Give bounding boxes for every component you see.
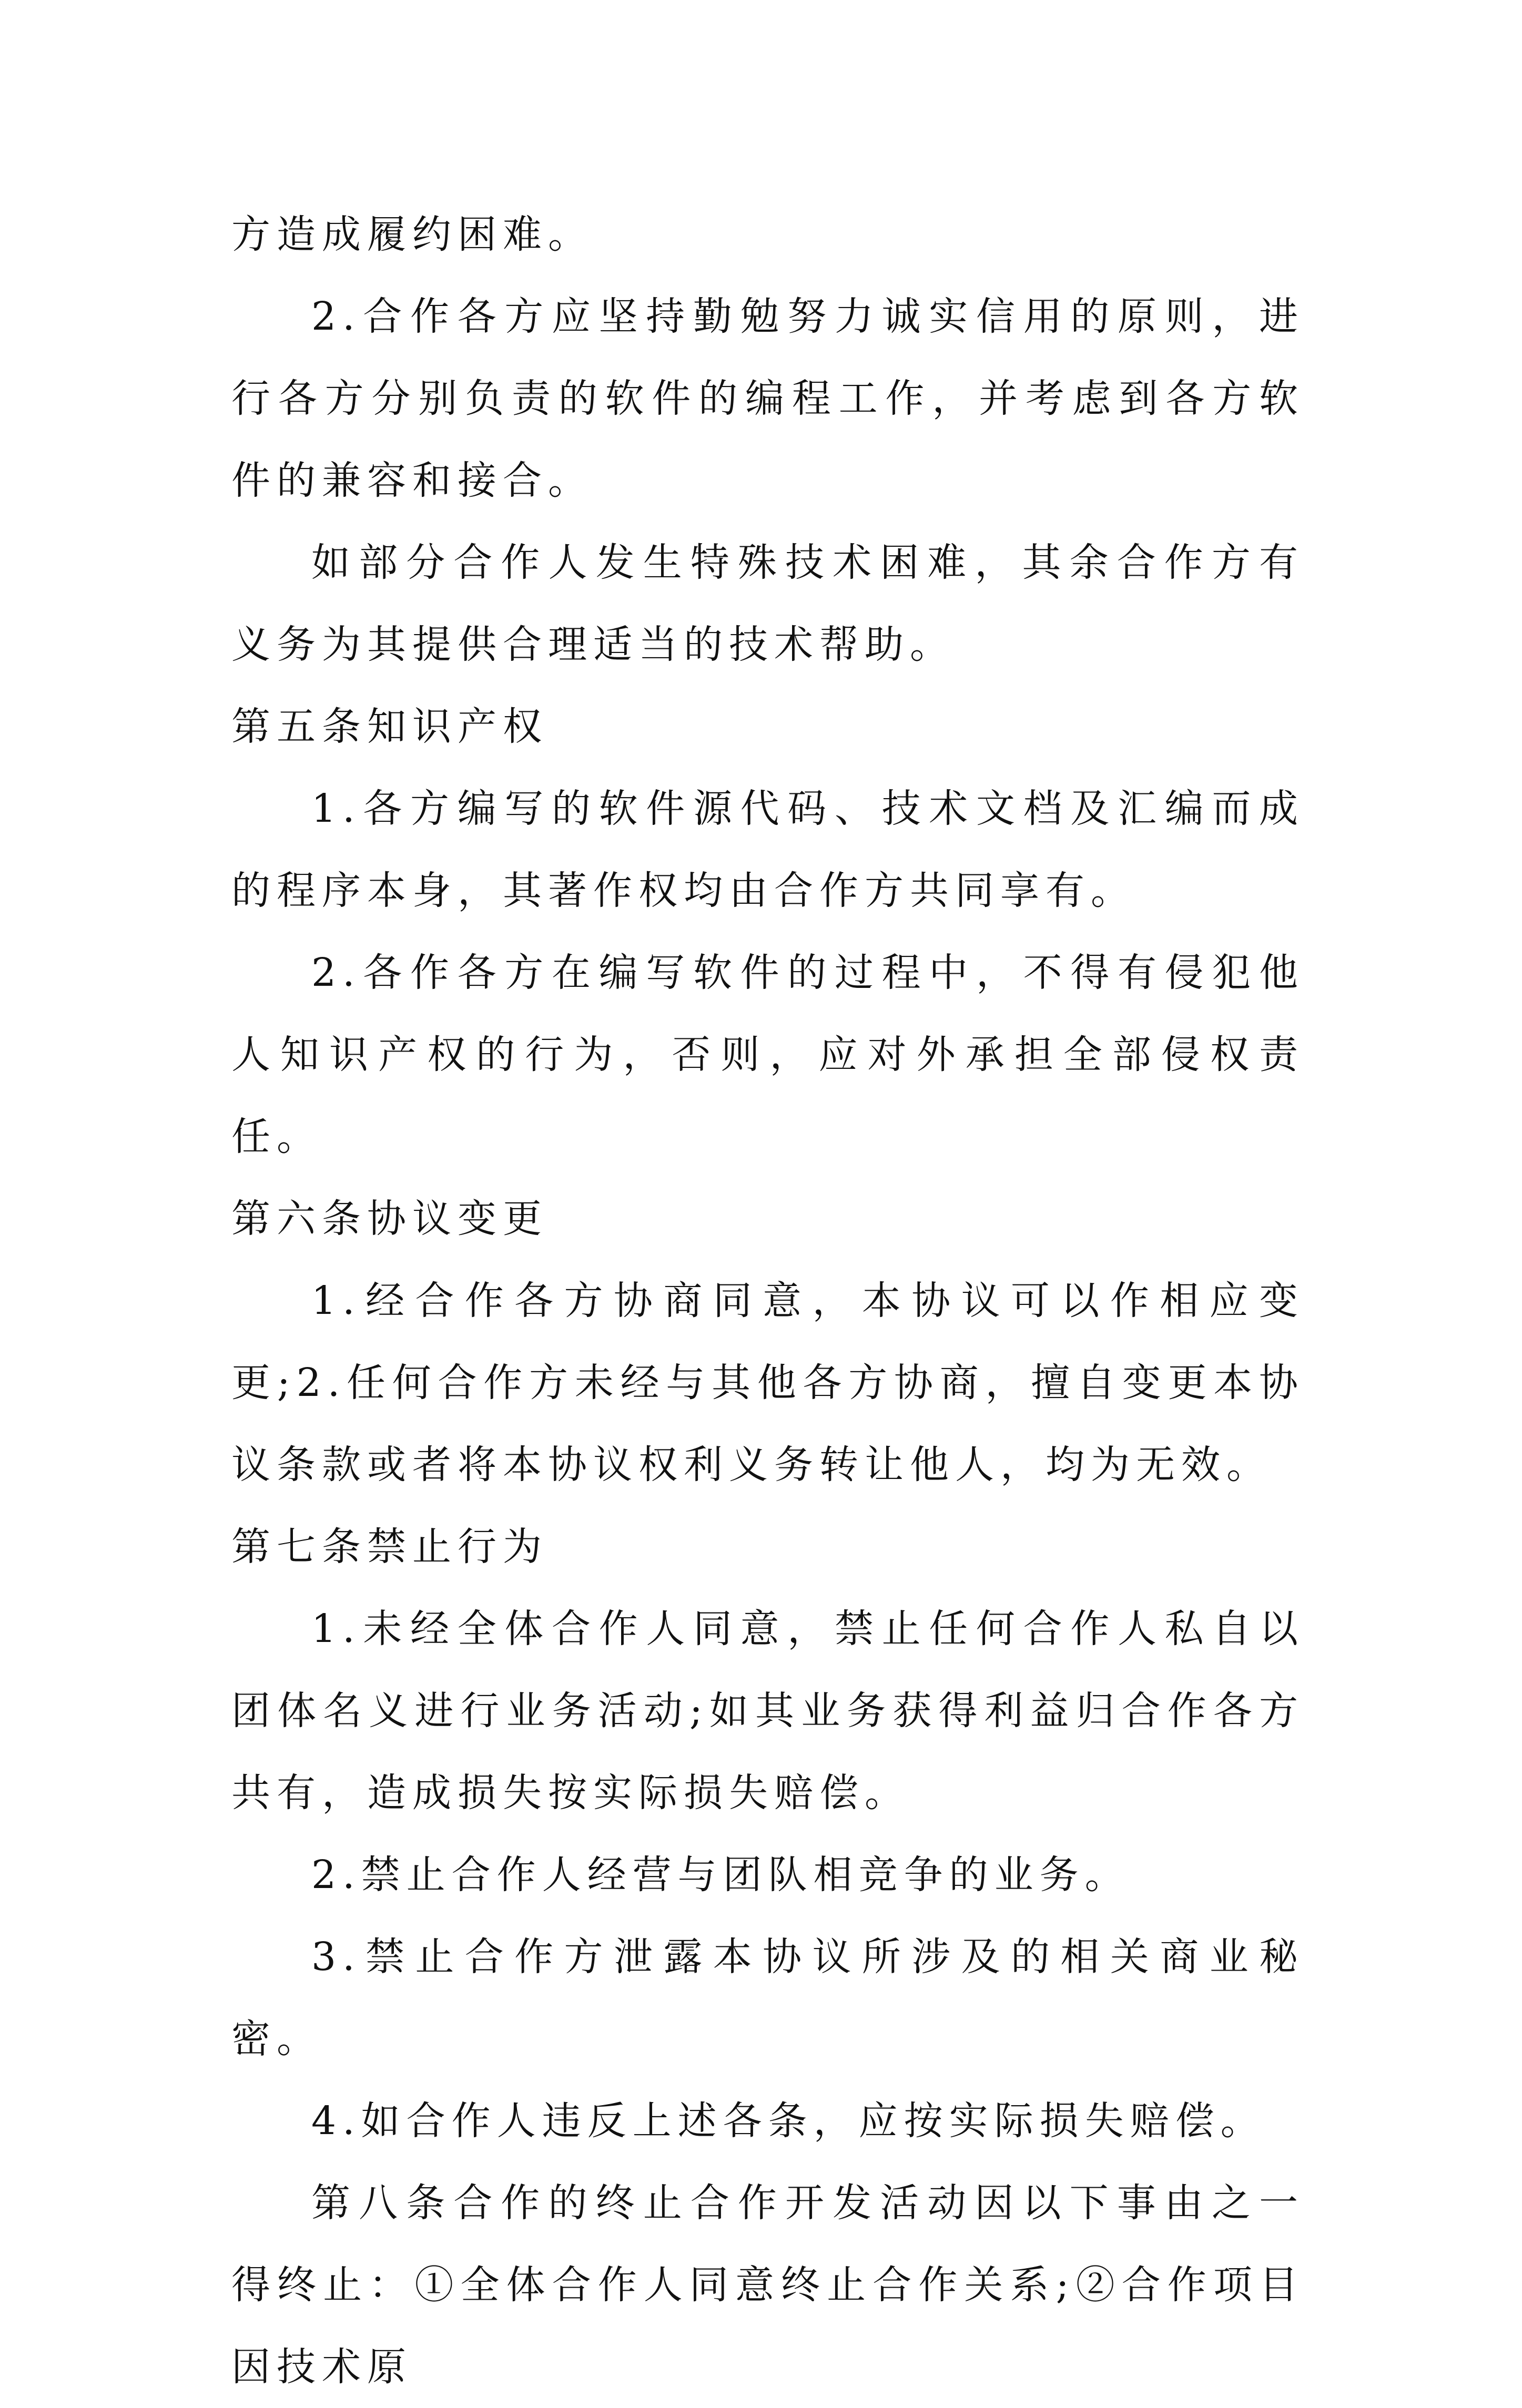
document-body — [231, 193, 1304, 2408]
paragraph-article-6-items: 1.经合作各方协商同意，本协议可以作相应变更;2.任何合作方未经与其他各方协商，擅自变更本协议条款或者将本协议权利义务转让他人，均为无效。 — [231, 1278, 1304, 1487]
paragraph-article-5-item-1: 1.各方编写的软件源代码、技术文档及汇编而成的程序本身，其著作权均由合作方共同享有。 — [231, 786, 1304, 913]
paragraph-article-5-item-2: 2.各作各方在编写软件的过程中，不得有侵犯他人知识产权的行为，否则，应对外承担全部侵权责任。 — [231, 950, 1304, 1159]
paragraph-article-7-item-4: 4.如合作人违反上述各条，应按实际损失赔偿。 — [311, 2098, 1266, 2144]
paragraph-technical-assistance: 如部分合作人发生特殊技术困难，其余合作方有义务为其提供合理适当的技术帮助。 — [231, 540, 1304, 667]
section-heading-article-7: 第七条禁止行为 — [231, 1524, 548, 1569]
paragraph-article-7-item-3: 3.禁止合作方泄露本协议所涉及的相关商业秘密。 — [231, 1934, 1304, 2062]
section-heading-article-6: 第六条协议变更 — [231, 1196, 548, 1241]
paragraph-clause-4-item-2: 2.合作各方应坚持勤勉努力诚实信用的原则，进行各方分别负责的软件的编程工作，并考虑到各方软件的兼容和接合。 — [231, 294, 1304, 503]
section-heading-article-5: 第五条知识产权 — [231, 704, 548, 749]
paragraph-article-7-item-1: 1.未经全体合作人同意，禁止任何合作人私自以团体名义进行业务活动;如其业务获得利益归合作各方共有，造成损失按实际损失赔偿。 — [231, 1606, 1304, 1815]
paragraph-continuation: 方造成履约困难。 — [231, 212, 593, 257]
paragraph-article-8: 第八条合作的终止合作开发活动因以下事由之一得终止：①全体合作人同意终止合作关系;②合作项目因技术原 — [231, 2180, 1304, 2390]
paragraph-article-7-item-2: 2.禁止合作人经营与团队相竞争的业务。 — [311, 1852, 1130, 1897]
